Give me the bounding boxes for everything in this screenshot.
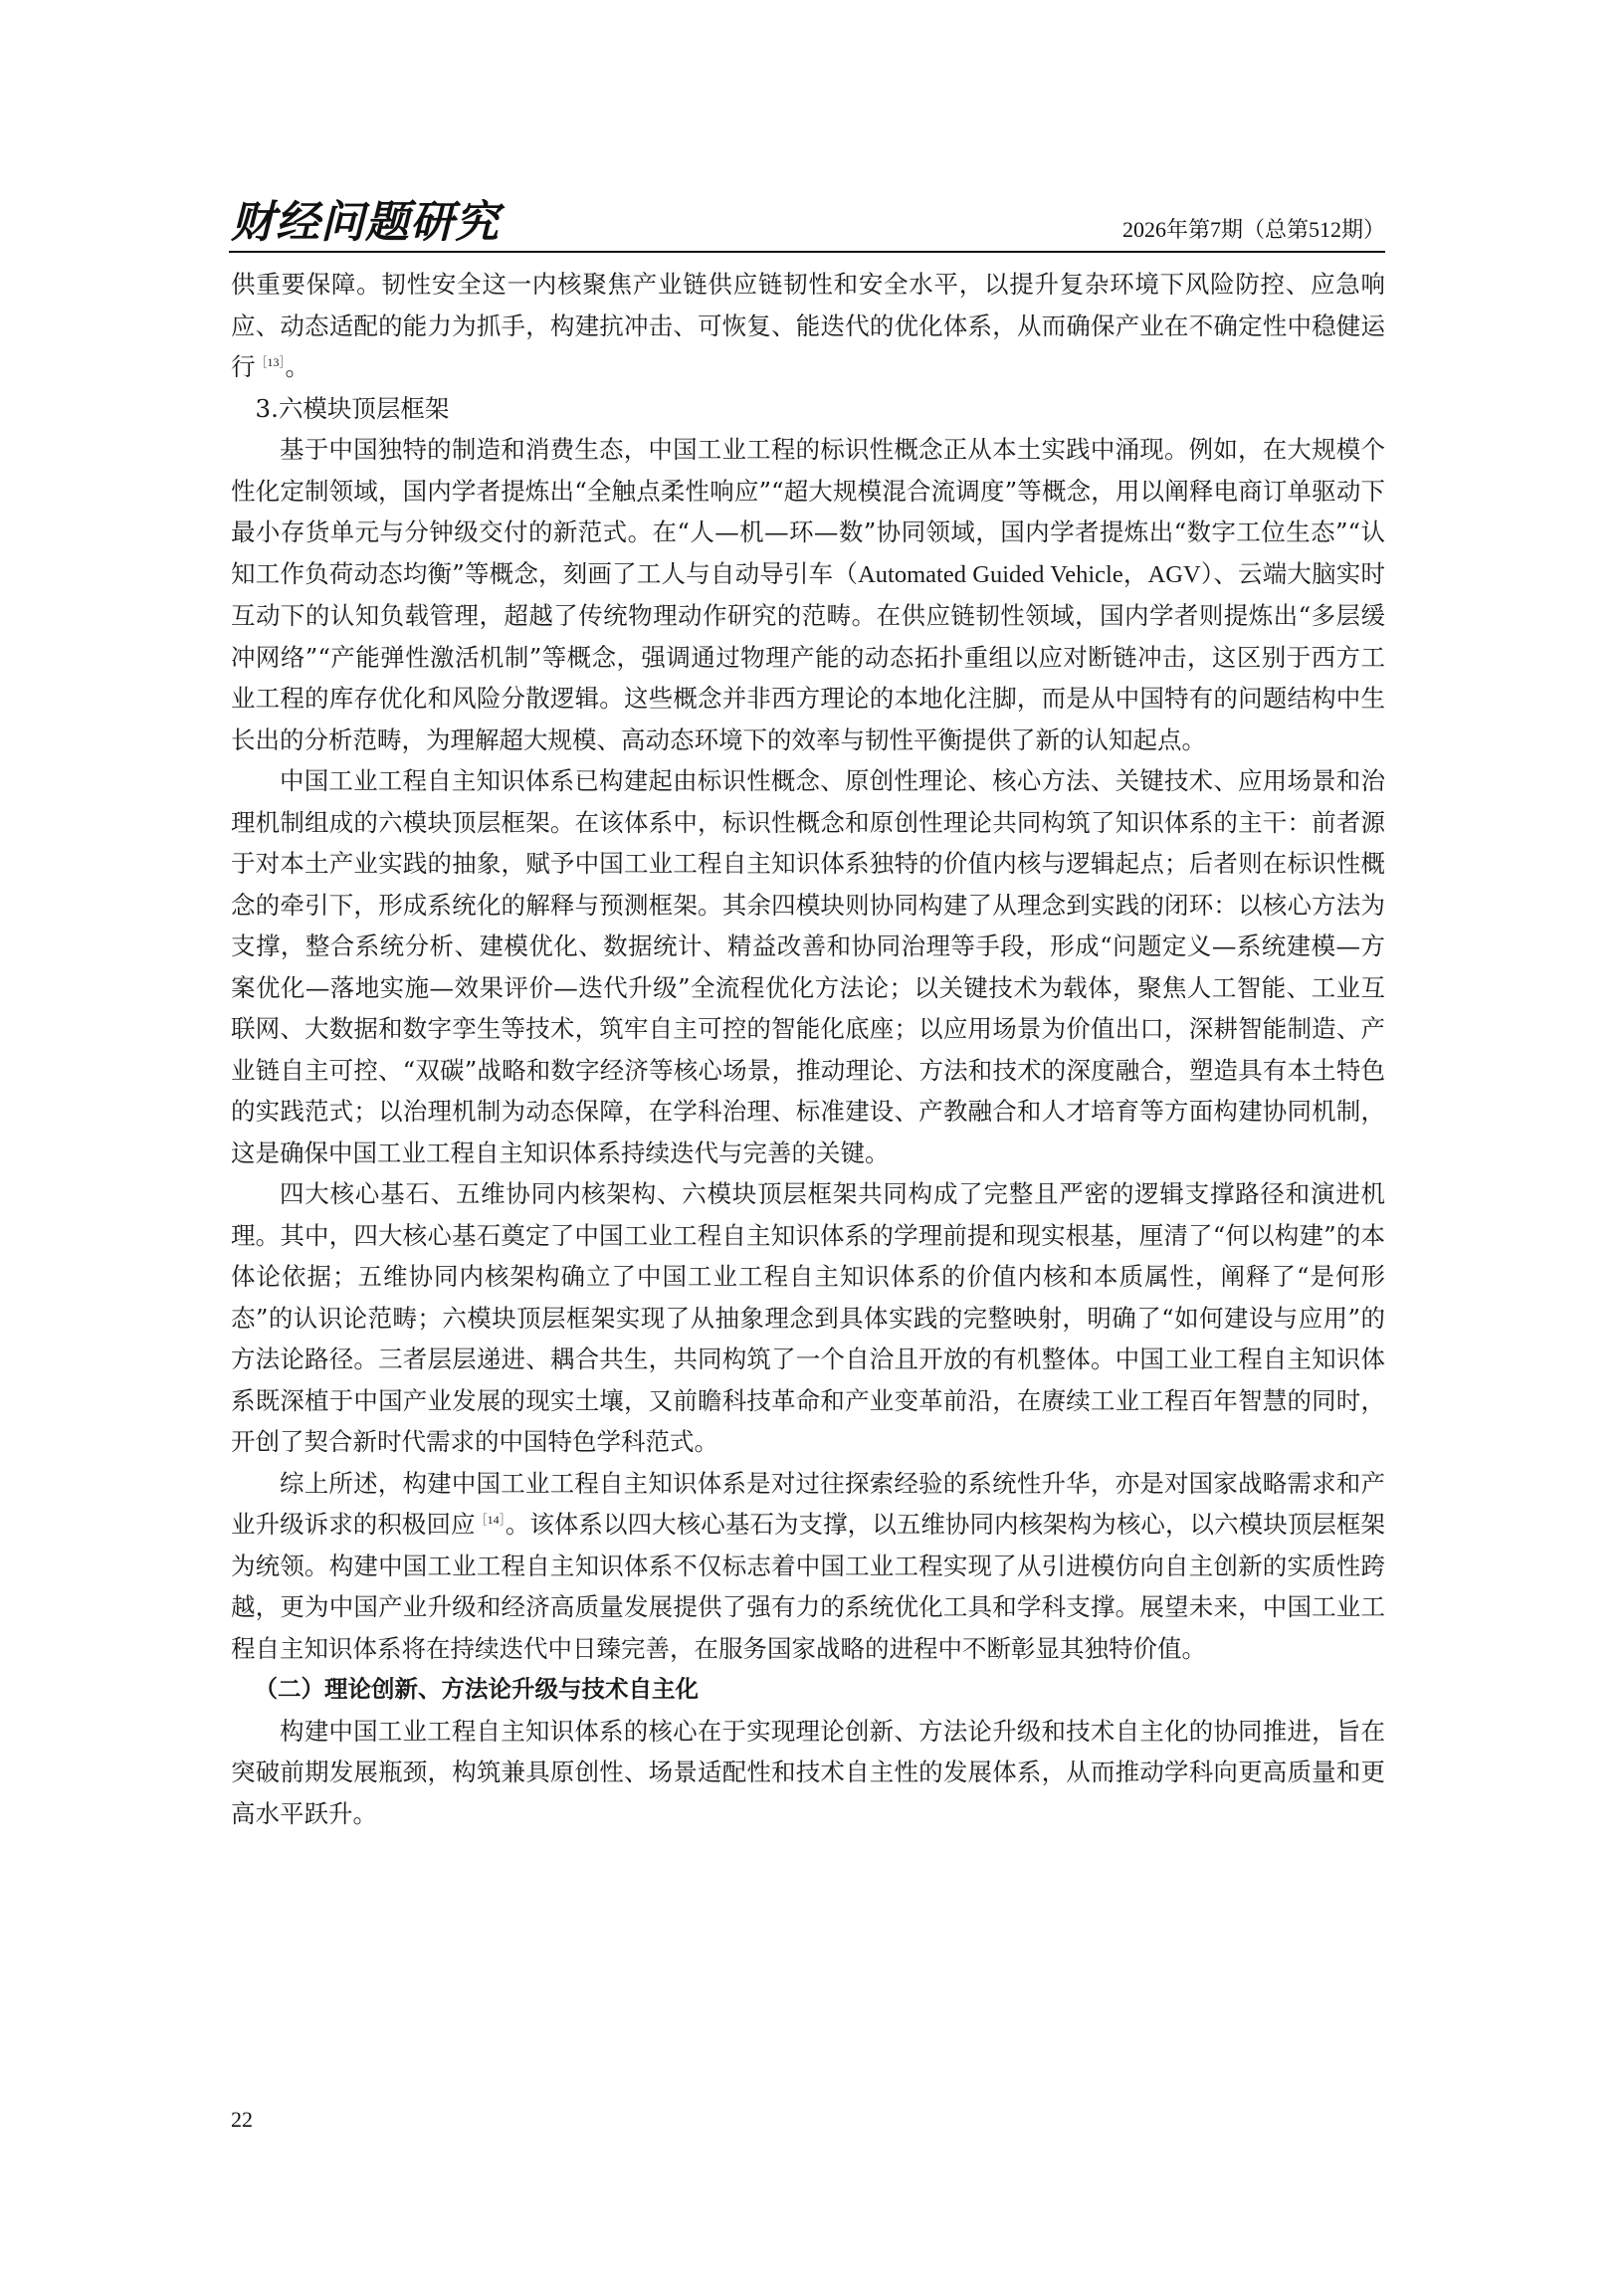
paragraph-logic: 四大核心基石、五维协同内核架构、六模块顶层框架共同构成了完整且严密的逻辑支撑路径和演进机理。其中，四大核心基石奠定了中国工业工程自主知识体系的学理前提和现实根基，厘清了“何以构建”的本体论依据；五维协同内核架构确立了中国工业工程自主知识体系的价值内核和本质属性，阐释了“是何形态”的认识论范畴；六模块顶层框架实现了从抽象理念到具体实践的完整映射，明确了“如何建设与应用”的方法论路径。三者层层递进、耦合共生，共同构筑了一个自洽且开放的有机整体。中国工业工程自主知识体系既深植于中国产业发展的现实土壤，又前瞻科技革命和产业变革前沿，在赓续工业工程百年智慧的同时，开创了契合新时代需求的中国特色学科范式。: [231, 1179, 1385, 1456]
paragraph-core: 构建中国工业工程自主知识体系的核心在于实现理论创新、方法论升级和技术自主化的协同推进，旨在突破前期发展瓶颈，构筑兼具原创性、场景适配性和技术自主性的发展体系，从而推动学科向更高质量和更高水平跃升。: [231, 1716, 1385, 1828]
subsection-heading: 3.六模块顶层框架: [255, 393, 450, 423]
citation-13: ［13］: [255, 355, 286, 369]
article-body: [231, 264, 1385, 1834]
section-heading: （二）理论创新、方法论升级与技术自主化: [254, 1675, 699, 1703]
paragraph-latin-term: Automated Guided Vehicle，AGV: [858, 560, 1201, 588]
paragraph-summary: [231, 1463, 1385, 1670]
paragraph-concepts: [231, 429, 1385, 760]
citation-14: ［14］: [475, 1513, 506, 1527]
paragraph-end: 。: [285, 352, 310, 381]
paragraph-text-rest: ）、云端大脑实时互动下的认知负载管理，超越了传统物理动作研究的范畴。在供应链韧性领域，国内学者则提炼出“多层缓冲网络”“产能弹性激活机制”等概念，强调通过物理产能的动态拓扑重组以应对断链冲击，这区别于西方工业工程的库存优化和风险分散逻辑。这些概念并非西方理论的本地化注脚，而是从中国特有的问题结构中生长出的分析范畴，为理解超大规模、高动态环境下的效率与韧性平衡提供了新的认知起点。: [231, 558, 1386, 754]
paragraph-framework: 中国工业工程自主知识体系已构建起由标识性概念、原创性理论、核心方法、关键技术、应用场景和治理机制组成的六模块顶层框架。在该体系中，标识性概念和原创性理论共同构筑了知识体系的主干：前者源于对本土产业实践的抽象，赋予中国工业工程自主知识体系独特的价值内核与逻辑起点；后者则在标识性概念的牵引下，形成系统化的解释与预测框架。其余四模块则协同构建了从理念到实践的闭环：以核心方法为支撑，整合系统分析、建模优化、数据统计、精益改善和协同治理等手段，形成“问题定义—系统建模—方案优化—落地实施—效果评价—迭代升级”全流程优化方法论；以关键技术为载体，聚焦人工智能、工业互联网、大数据和数字孪生等技术，筑牢自主可控的智能化底座；以应用场景为价值出口，深耕智能制造、产业链自主可控、“双碳”战略和数字经济等核心场景，推动理论、方法和技术的深度融合，塑造具有本土特色的实践范式；以治理机制为动态保障，在学科治理、标准建设、产教融合和人才培育等方面构建协同机制，这是确保中国工业工程自主知识体系持续迭代与完善的关键。: [231, 766, 1385, 1167]
paragraph-text: 供重要保障。韧性安全这一内核聚焦产业链供应链韧性和安全水平，以提升复杂环境下风险防控、应急响应、动态适配的能力为抓手，构建抗冲击、可恢复、能迭代的优化体系，从而确保产业在不确定性中稳健运行: [231, 270, 1385, 381]
paragraph-continued: [231, 264, 1385, 388]
paragraph-text-rest: 。该体系以四大核心基石为支撑，以五维协同内核架构为核心，以六模块顶层框架为统领。构建中国工业工程自主知识体系不仅标志着中国工业工程实现了从引进模仿向自主创新的实质性跨越，更为中国产业升级和经济高质量发展提供了强有力的系统优化工具和学科支撑。展望未来，中国工业工程自主知识体系将在持续迭代中日臻完善，在服务国家战略的进程中不断彰显其独特价值。: [231, 1510, 1385, 1663]
page-number: 22: [231, 2107, 253, 2132]
paragraph-text: 基于中国独特的制造和消费生态，中国工业工程的标识性概念正从本土实践中涌现。例如，在大规模个性化定制领域，国内学者提炼出“全触点柔性响应”“超大规模混合流调度”等概念，用以阐释电商订单驱动下最小存货单元与分钟级交付的新范式。在“人—机—环—数”协同领域，国内学者提炼出“数字工位生态”“认知工作负荷动态均衡”等概念，刻画了工人与自动导引车（: [231, 435, 1385, 588]
issue-info: 2026年第7期（总第512期）: [1121, 217, 1385, 242]
header-rule: [229, 251, 1385, 253]
journal-title: 财经问题研究: [231, 197, 500, 248]
paragraph-text: 综上所述，构建中国工业工程自主知识体系是对过往探索经验的系统性升华，亦是对国家战略需求和产业升级诉求的积极回应: [231, 1468, 1385, 1539]
